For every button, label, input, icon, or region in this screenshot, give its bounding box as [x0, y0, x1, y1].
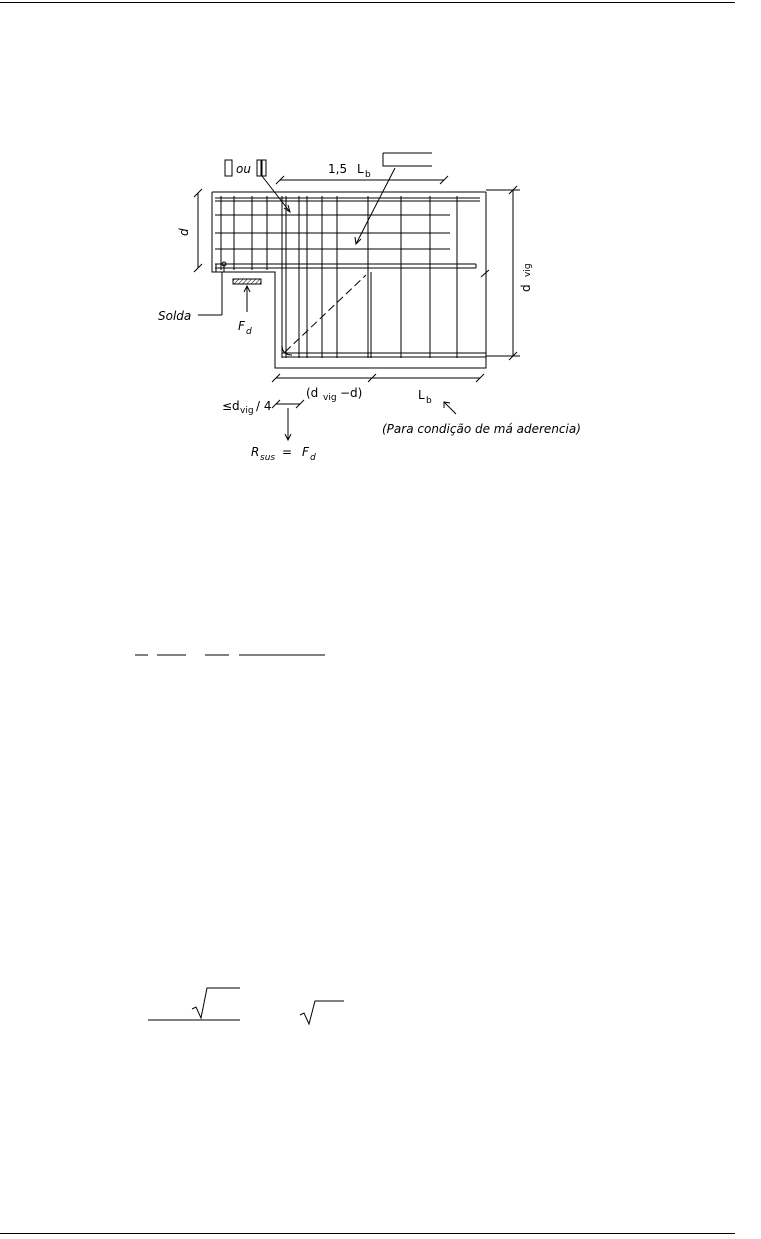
support-plate [233, 279, 261, 284]
label-rsus: R [251, 445, 260, 459]
label-lb-bottom: L [418, 388, 425, 402]
label-dvig-minus-d-sub: vig [323, 393, 337, 403]
label-rsus-fd-sub: d [310, 453, 316, 463]
label-leq-suffix: / 4 [256, 399, 272, 413]
label-rsus-eq: = [282, 445, 293, 459]
label-lb-bottom-sub: b [426, 396, 432, 406]
label-d: d [177, 228, 191, 236]
label-dvig: d [519, 284, 533, 292]
label-1-5: 1,5 [328, 162, 348, 176]
label-dvig-minus-d: (d [306, 386, 319, 400]
legend-bar-2 [383, 153, 432, 166]
strut-line [285, 275, 366, 352]
label-note: (Para condição de má aderencia) [382, 422, 581, 436]
label-leq: ≤d [222, 399, 240, 413]
label-fd-sub: d [246, 327, 252, 337]
label-dvig-sub: vig [523, 263, 533, 277]
label-fd: F [238, 319, 245, 333]
legend-bar-1 [225, 160, 232, 176]
label-ou: ou [236, 162, 251, 176]
label-rsus-sub: sus [260, 453, 276, 463]
label-lb: L [357, 162, 364, 176]
label-leq-sub: vig [240, 406, 254, 416]
label-solda: Solda [158, 309, 192, 323]
label-rsus-fd: F [302, 445, 309, 459]
label-lb-sub: b [365, 170, 371, 180]
formula-sqrt [148, 988, 344, 1024]
label-dvig-minus-d-close: −d) [340, 386, 363, 400]
